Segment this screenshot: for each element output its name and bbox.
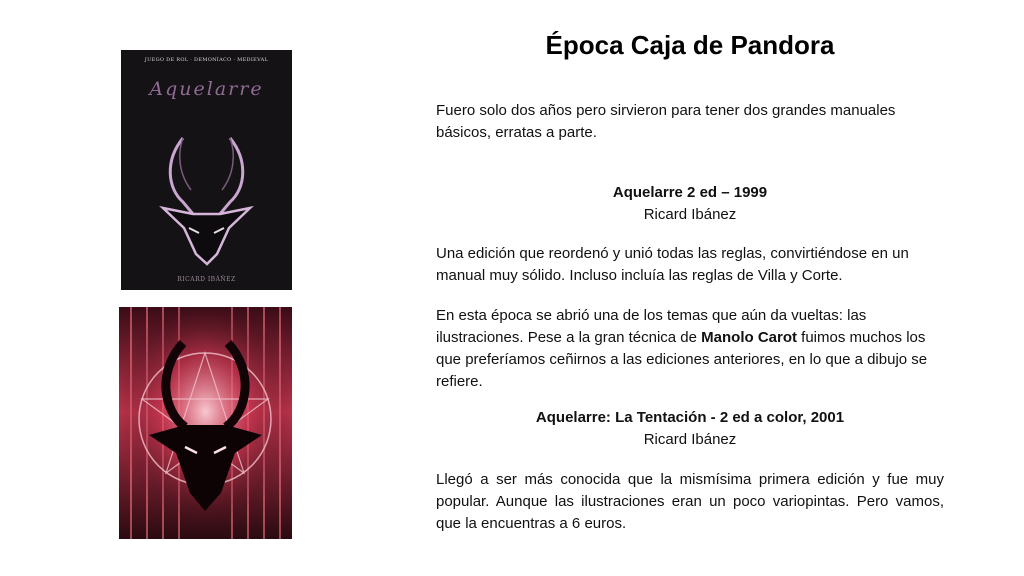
book1-author: Ricard Ibánez bbox=[643, 206, 737, 223]
illustrations-text-part2: fuimos muchos los que preferíamos ceñirnos a las ediciones anteriores, en lo que a dibujo se refiere. bbox=[436, 329, 928, 390]
cover-logo: Aquelarre bbox=[149, 78, 264, 100]
cover-image-la-tentacion bbox=[119, 307, 292, 539]
illustrations-paragraph bbox=[436, 305, 944, 393]
book1-block bbox=[436, 182, 944, 226]
goat-head-pentagram-art bbox=[119, 307, 292, 539]
slide-title: Época Caja de Pandora bbox=[545, 30, 835, 60]
cover-tagline: JUEGO DE ROL · DEMONÍACO · MEDIEVAL bbox=[144, 57, 269, 63]
illustrations-text-part1: En esta época se abrió una de los temas que aún da vueltas: las ilustraciones. Pese a la gran técnica de bbox=[436, 307, 867, 346]
intro-paragraph: Fuero solo dos años pero sirvieron para tener dos grandes manuales básicos, erratas a parte. bbox=[436, 102, 896, 141]
cover-image-aquelarre-2ed bbox=[121, 50, 292, 290]
book2-description: Llegó a ser más conocida que la mismísima primera edición y fue muy popular. Aunque las ilustraciones eran un poco variopintas. Pero vamos, que la encuentras a 6 euros. bbox=[436, 471, 944, 532]
cover-author: RICARD IBÁÑEZ bbox=[177, 276, 236, 283]
book2-heading: Aquelarre: La Tentación - 2 ed a color, 2001 bbox=[535, 409, 845, 426]
book2-block bbox=[436, 407, 944, 451]
book2-author: Ricard Ibánez bbox=[643, 431, 737, 448]
book1-description: Una edición que reordenó y unió todas las reglas, convirtiéndose en un manual muy sólido. Incluso incluía las reglas de Villa y Corte. bbox=[436, 245, 909, 284]
book1-heading: Aquelarre 2 ed – 1999 bbox=[612, 184, 768, 201]
artist-name: Manolo Carot bbox=[701, 329, 797, 346]
